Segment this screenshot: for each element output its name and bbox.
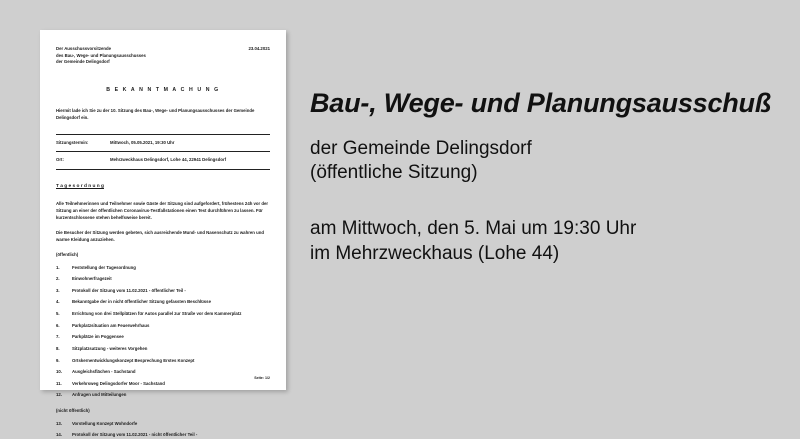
document-date: 23.04.2021 — [248, 46, 270, 51]
list-item: 3. Protokoll der Sitzung vom 11.02.2021 - öffentlicher Teil - — [56, 287, 186, 293]
public-section-label: (öffentlich) — [56, 251, 79, 257]
sender-line-2: des Bau-, Wege- und Planungsausschusses — [56, 52, 146, 58]
list-item: 14. Protokoll der Sitzung vom 11.02.2021 - nicht öffentlicher Teil - — [56, 432, 198, 438]
meeting-venue: im Mehrzweckhaus (Lohe 44) — [310, 242, 560, 264]
document-header — [56, 46, 270, 66]
document-page — [40, 30, 286, 438]
list-item: 1. Feststellung der Tagesordnung — [56, 264, 136, 270]
subtitle-line-2: (öffentliche Sitzung) — [310, 162, 478, 184]
subtitle-line-1: der Gemeinde Delingsdorf — [310, 138, 532, 159]
meeting-datetime: am Mittwoch, den 5. Mai um 19:30 Uhr — [310, 217, 637, 239]
document-title: B E K A N N T M A C H U N G — [106, 86, 220, 93]
list-item: 10. Ausgleichsflächen - Sachstand — [56, 369, 136, 375]
field-location-label: Ort: — [56, 157, 64, 163]
agenda-heading: T a g e s o r d n u n g — [56, 184, 104, 190]
list-item: 13. Vorstellung Konzept Wohndorfe — [56, 420, 138, 426]
divider-bottom — [56, 169, 270, 170]
field-meeting-date-value: Mittwoch, 05.05.2021, 19:30 Uhr — [110, 139, 175, 145]
list-item: 6. Parkplatzsituation am Feuerwehrhaus — [56, 322, 150, 328]
page-title: Bau-, Wege- und Planungsausschuß — [310, 88, 772, 118]
meeting-details — [310, 216, 780, 266]
agenda-list-nonpublic — [56, 421, 270, 439]
subtitle — [310, 137, 780, 186]
page-footer: Seite: 1/2 — [254, 376, 270, 381]
list-item: 12. Anfragen und Mitteilungen — [56, 392, 127, 398]
list-item: 2. Einwohnerfragezeit — [56, 276, 112, 282]
note-testing: Alle Teilnehmerinnen und Teilnehmer sowie Gäste der Sitzung sind aufgefordert, frühestens 24h vor der Sitzung an einer der öffentlichen Coronavirus-Testfallstationen einen Test durchführen zu lassen. Für kurzentschlossene stehen behelfsweise bereit. — [56, 200, 269, 220]
list-item: 9. Ortskernentwicklungskonzept Besprechung Erstes Konzept — [56, 357, 195, 363]
field-meeting-date-label: Sitzungstermin: — [56, 139, 89, 145]
list-item: 8. Sitzplatzsatzung - weiteres Vorgehen — [56, 345, 148, 351]
field-meeting-date — [56, 140, 270, 147]
divider-top — [56, 134, 270, 135]
sender-line-3: der Gemeinde Delingsdorf — [56, 59, 110, 65]
note-masks: Die Besucher der Sitzung werden gebeten, sich ausreichende Mund- und Nasenschutz zu wahren und warme Kleidung anzuziehen. — [56, 229, 264, 242]
list-item: 5. Errichtung von drei Stellplätzen für Autos parallel zur Straße vor dem Kammerplatz — [56, 311, 242, 317]
field-location-value: Mehrzweckhaus Delingsdorf, Lohe 44, 22941 Delingsdorf — [110, 157, 227, 163]
document-sender — [56, 46, 146, 66]
document-intro: Hiermit lade ich Sie zu der 10. Sitzung des Bau-, Wege- und Planungsausschusses der Gemeinde Delingsdorf ein. — [56, 108, 255, 120]
divider-middle — [56, 151, 270, 152]
scanned-document — [40, 30, 286, 438]
list-item: 4. Bekanntgabe der in nicht öffentlicher Sitzung gefassten Beschlüsse — [56, 299, 211, 305]
list-item: 7. Parkplätze im Poggensee — [56, 334, 124, 340]
list-item: 11. Verkehrsweg Delingsdorfer Moor - Sachstand — [56, 380, 165, 386]
nonpublic-section-label: (nicht öffentlich) — [56, 407, 90, 413]
field-location — [56, 157, 270, 164]
announcement-panel — [310, 88, 780, 266]
sender-line-1: Der Ausschussvorsitzende — [56, 46, 112, 51]
agenda-list-public — [56, 265, 270, 399]
